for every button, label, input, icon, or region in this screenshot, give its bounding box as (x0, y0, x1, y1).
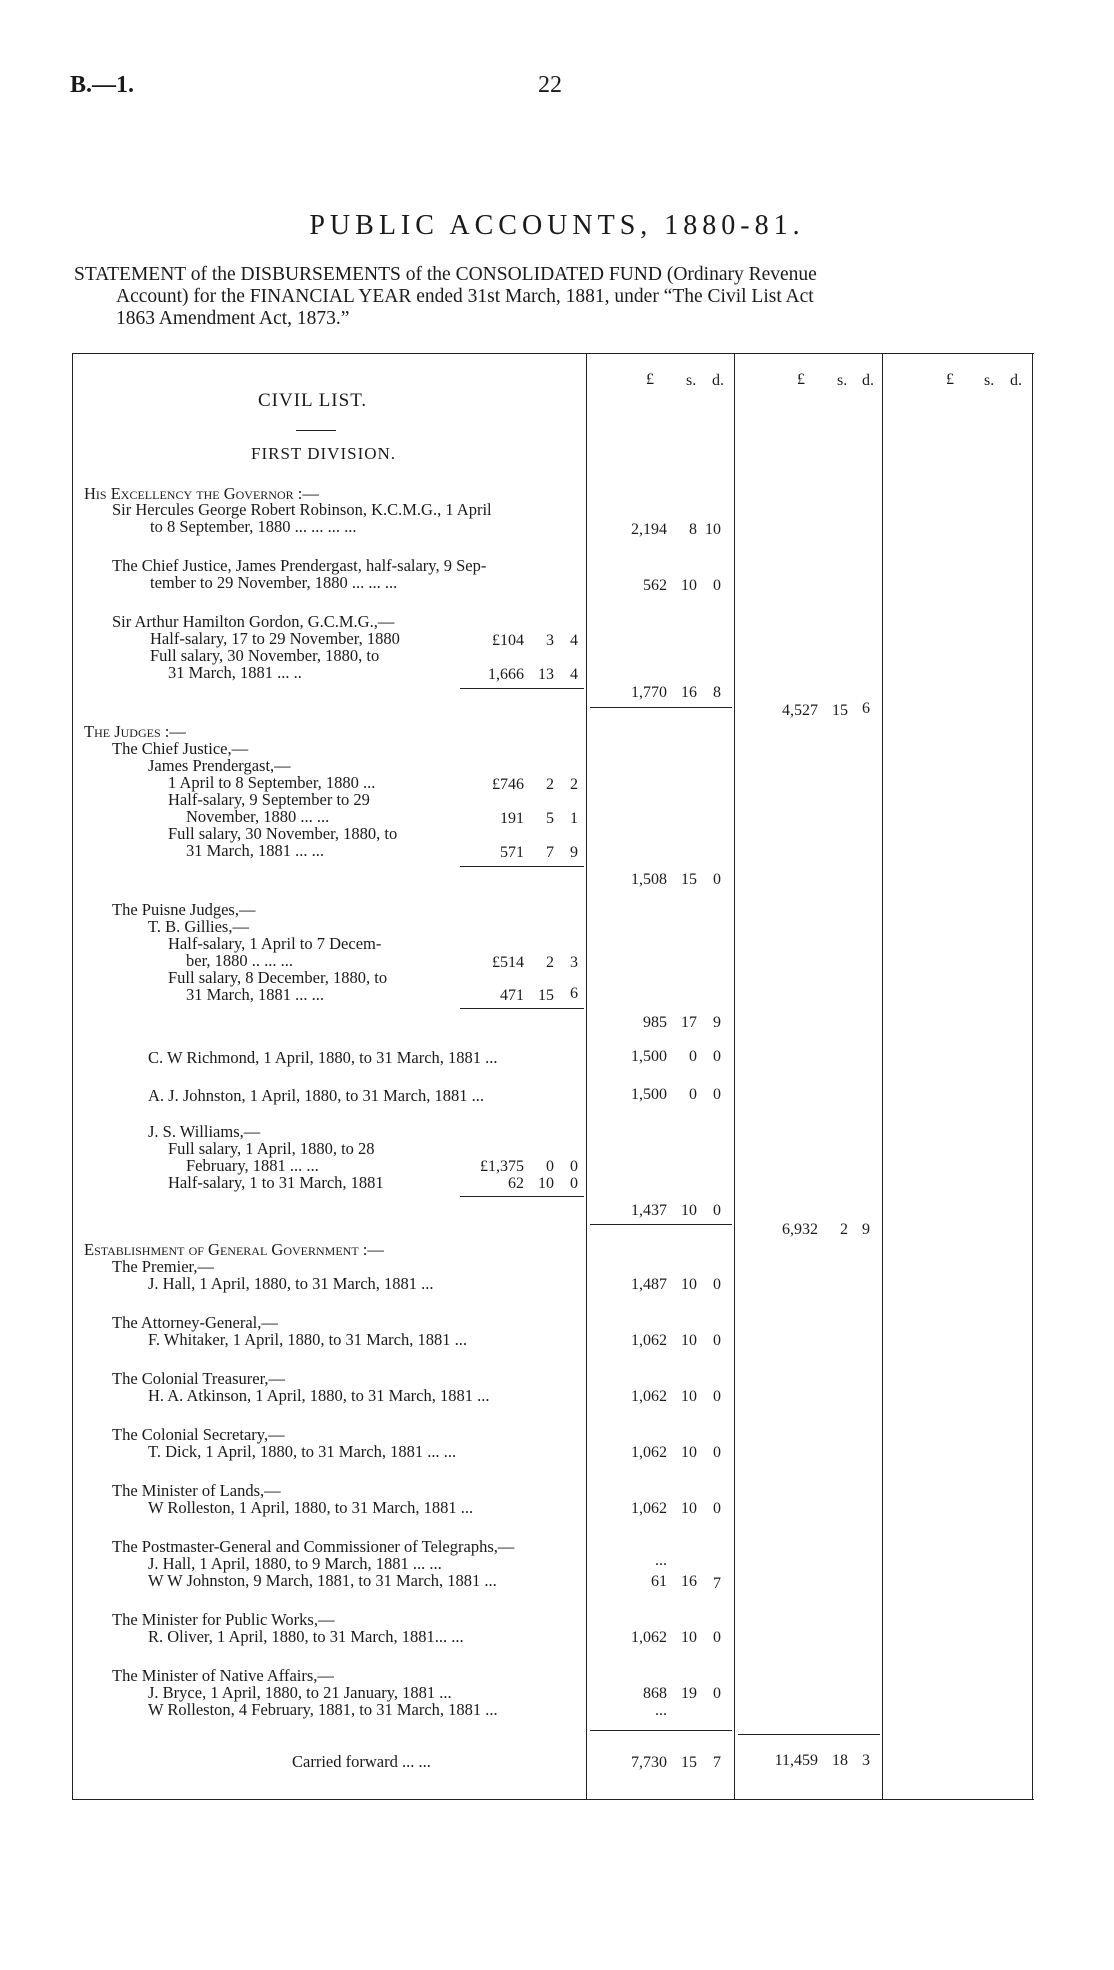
pence-symbol: d. (1010, 372, 1022, 389)
amount-shillings: 19 (681, 1685, 697, 1702)
column-divider-1 (586, 353, 587, 1800)
amount-pounds: ... (655, 1702, 667, 1719)
title-underline (296, 430, 336, 431)
carried-amount-shillings: 15 (681, 1754, 697, 1771)
premier-entry: J. Hall, 1 April, 1880, to 31 March, 1881 ... (148, 1274, 434, 1293)
amount-pence: 9 (713, 1014, 721, 1031)
amount-pounds: ... (655, 1552, 667, 1569)
cj-line-2: Half-salary, 9 September to 29 (168, 790, 370, 809)
sum-rule (460, 1196, 584, 1197)
postmaster-entry-2: W W Johnston, 9 March, 1881, to 31 March, 1881 ... (148, 1571, 497, 1590)
cj-line-4: Full salary, 30 November, 1880, to (168, 824, 398, 843)
colonial-secretary-entry: T. Dick, 1 April, 1880, to 31 March, 1881 ... ... (148, 1442, 457, 1461)
gordon-line-4: 31 March, 1881 ... .. (168, 663, 302, 682)
gordon-line-2: Half-salary, 17 to 29 November, 1880 (150, 629, 400, 648)
sub-amount-shillings: 15 (538, 987, 554, 1004)
sum-rule (460, 1008, 584, 1009)
sub-amount-shillings: 5 (546, 810, 554, 827)
richmond-entry: C. W Richmond, 1 April, 1880, to 31 March, 1881 ... (148, 1048, 498, 1067)
amount-pence: 0 (713, 1685, 721, 1702)
shillings-symbol: s. (984, 372, 995, 389)
native-affairs-entry-1: J. Bryce, 1 April, 1880, to 21 January, 1881 ... (148, 1683, 452, 1702)
amount-pounds: 1,508 (631, 871, 667, 888)
sub-amount-shillings: 3 (546, 632, 554, 649)
amount-shillings: 10 (681, 1202, 697, 1219)
amount-shillings: 8 (689, 521, 697, 538)
cj-line-5: 31 March, 1881 ... ... (186, 841, 324, 860)
amount-shillings: 10 (681, 1444, 697, 1461)
amount-shillings: 10 (681, 1276, 697, 1293)
native-affairs-entry-2: W Rolleston, 4 February, 1881, to 31 March, 1881 ... (148, 1700, 498, 1719)
sub-amount-pounds: 1,666 (488, 666, 524, 683)
amount-shillings: 10 (681, 577, 697, 594)
sum-rule (590, 1224, 732, 1225)
sub-amount-shillings: 0 (546, 1158, 554, 1175)
shillings-symbol: s. (837, 372, 848, 389)
gordon-heading: Sir Arthur Hamilton Gordon, G.C.M.G.,— (112, 612, 395, 631)
sub-amount-pence: 2 (570, 776, 578, 793)
document-code: B.—1. (70, 72, 135, 98)
total-shillings: 15 (832, 702, 848, 719)
colonial-treasurer-entry: H. A. Atkinson, 1 April, 1880, to 31 March, 1881 ... (148, 1386, 490, 1405)
amount-pence: 0 (713, 1048, 721, 1065)
column-divider-3 (882, 353, 883, 1800)
amount-pounds: 1,770 (631, 684, 667, 701)
carried-forward-label: Carried forward ... ... (292, 1752, 431, 1771)
amount-pence: 0 (713, 1086, 721, 1103)
cj-name: James Prendergast,— (148, 756, 291, 775)
pj-heading: The Puisne Judges,— (112, 900, 256, 919)
governor-heading: His Excellency the Governor :— (84, 484, 319, 503)
sub-amount-pence: 0 (570, 1175, 578, 1192)
sum-rule (460, 688, 584, 689)
table-right-border (1032, 353, 1033, 1800)
page-number: 22 (538, 72, 562, 98)
amount-shillings: 16 (681, 684, 697, 701)
carried-amount-pounds: 7,730 (631, 1754, 667, 1771)
attorney-general-entry: F. Whitaker, 1 April, 1880, to 31 March, 1881 ... (148, 1330, 467, 1349)
amount-shillings: 10 (681, 1500, 697, 1517)
amount-pence: 0 (713, 1444, 721, 1461)
establishment-heading: Establishment of General Government :— (84, 1240, 384, 1259)
amount-shillings: 0 (689, 1086, 697, 1103)
amount-pounds: 1,062 (631, 1444, 667, 1461)
amount-pounds: 985 (643, 1014, 667, 1031)
cj-heading: The Chief Justice,— (112, 739, 249, 758)
colonial-treasurer-heading: The Colonial Treasurer,— (112, 1369, 286, 1388)
sub-amount-shillings: 7 (546, 844, 554, 861)
amount-shillings: 15 (681, 871, 697, 888)
page-title: PUBLIC ACCOUNTS, 1880-81. (309, 210, 805, 241)
sum-rule (590, 1730, 732, 1731)
sub-amount-pounds: £104 (492, 632, 524, 649)
total-pounds: 6,932 (782, 1221, 818, 1238)
amount-pounds: 61 (651, 1573, 667, 1590)
total-pounds: 4,527 (782, 702, 818, 719)
amount-shillings: 10 (681, 1388, 697, 1405)
colonial-secretary-heading: The Colonial Secretary,— (112, 1425, 285, 1444)
amount-pounds: 1,500 (631, 1048, 667, 1065)
carried-total-pence: 3 (862, 1752, 870, 1769)
sub-amount-pounds: £514 (492, 954, 524, 971)
amount-shillings: 17 (681, 1014, 697, 1031)
intro-line-3: 1863 Amendment Act, 1873.” (116, 308, 350, 329)
johnston-entry: A. J. Johnston, 1 April, 1880, to 31 March, 1881 ... (148, 1086, 484, 1105)
cj-governor-line-1: The Chief Justice, James Prendergast, half-salary, 9 Sep- (112, 556, 487, 575)
column-divider-2 (734, 353, 735, 1800)
pounds-symbol: £ (946, 371, 954, 388)
amount-shillings: 10 (681, 1629, 697, 1646)
pounds-symbol: £ (797, 371, 805, 388)
minister-lands-entry: W Rolleston, 1 April, 1880, to 31 March, 1881 ... (148, 1498, 474, 1517)
amount-pounds: 868 (643, 1685, 667, 1702)
amount-pounds: 1,487 (631, 1276, 667, 1293)
sub-amount-pounds: 191 (500, 810, 524, 827)
sub-amount-pounds: 62 (508, 1175, 524, 1192)
amount-shillings: 0 (689, 1048, 697, 1065)
pj-name: T. B. Gillies,— (148, 917, 249, 936)
amount-pence: 0 (713, 1388, 721, 1405)
table-bottom-rule (72, 1799, 1034, 1800)
public-works-heading: The Minister for Public Works,— (112, 1610, 335, 1629)
table-left-border (72, 353, 73, 1800)
amount-pounds: 1,062 (631, 1500, 667, 1517)
pounds-symbol: £ (646, 371, 654, 388)
attorney-general-heading: The Attorney-General,— (112, 1313, 278, 1332)
amount-pence: 0 (713, 1202, 721, 1219)
statement-intro (74, 264, 1036, 330)
postmaster-entry-1: J. Hall, 1 April, 1880, to 9 March, 1881 ... ... (148, 1554, 442, 1573)
carried-amount-pence: 7 (713, 1754, 721, 1771)
amount-pence: 0 (713, 577, 721, 594)
pj-line-3: Full salary, 8 December, 1880, to (168, 968, 388, 987)
sub-amount-pence: 4 (570, 632, 578, 649)
amount-pounds: 1,062 (631, 1332, 667, 1349)
sub-amount-pence: 6 (570, 985, 578, 1002)
sub-amount-shillings: 10 (538, 1175, 554, 1192)
pence-symbol: d. (862, 372, 874, 389)
minister-lands-heading: The Minister of Lands,— (112, 1481, 281, 1500)
sub-amount-pence: 3 (570, 954, 578, 971)
williams-line-3: Half-salary, 1 to 31 March, 1881 (168, 1173, 384, 1192)
carried-total-pounds: 11,459 (774, 1752, 818, 1769)
sub-amount-pence: 1 (570, 810, 578, 827)
amount-pence: 0 (713, 1276, 721, 1293)
total-pence: 9 (862, 1221, 870, 1238)
cj-governor-line-2: tember to 29 November, 1880 ... ... ... (150, 573, 398, 592)
amount-pounds: 2,194 (631, 521, 667, 538)
amount-pence: 8 (713, 684, 721, 701)
amount-pounds: 1,437 (631, 1202, 667, 1219)
sub-amount-pounds: 571 (500, 844, 524, 861)
pj-line-4: 31 March, 1881 ... ... (186, 985, 324, 1004)
total-pence: 6 (862, 700, 870, 717)
cj-line-3: November, 1880 ... ... (186, 807, 330, 826)
premier-heading: The Premier,— (112, 1257, 214, 1276)
pj-line-2: ber, 1880 .. ... ... (186, 951, 294, 970)
division-title: FIRST DIVISION. (251, 444, 397, 463)
amount-pounds: 1,500 (631, 1086, 667, 1103)
amount-pounds: 1,062 (631, 1629, 667, 1646)
judges-heading: The Judges :— (84, 722, 186, 741)
amount-shillings: 10 (681, 1332, 697, 1349)
public-works-entry: R. Oliver, 1 April, 1880, to 31 March, 1881... ... (148, 1627, 464, 1646)
sub-amount-pence: 4 (570, 666, 578, 683)
total-shillings: 2 (840, 1221, 848, 1238)
sum-rule (738, 1734, 880, 1735)
amount-pence: 7 (713, 1575, 721, 1592)
sum-rule (590, 707, 732, 708)
native-affairs-heading: The Minister of Native Affairs,— (112, 1666, 334, 1685)
sub-amount-shillings: 2 (546, 954, 554, 971)
sum-rule (460, 866, 584, 867)
amount-pence: 0 (713, 871, 721, 888)
table-top-rule (72, 353, 1034, 354)
gordon-line-3: Full salary, 30 November, 1880, to (150, 646, 380, 665)
sub-amount-shillings: 2 (546, 776, 554, 793)
governor-line-1: Sir Hercules George Robert Robinson, K.C.M.G., 1 April (112, 500, 492, 519)
postmaster-general-heading: The Postmaster-General and Commissioner of Telegraphs,— (112, 1537, 515, 1556)
sub-amount-shillings: 13 (538, 666, 554, 683)
cj-line-1: 1 April to 8 September, 1880 ... (168, 773, 376, 792)
amount-shillings: 16 (681, 1573, 697, 1590)
intro-line-1: STATEMENT of the DISBURSEMENTS of the CONSOLIDATED FUND (Ordinary Revenue (74, 264, 817, 285)
sub-amount-pounds: £1,375 (480, 1158, 524, 1175)
pj-line-1: Half-salary, 1 April to 7 Decem- (168, 934, 382, 953)
amount-pounds: 1,062 (631, 1388, 667, 1405)
intro-line-2: Account) for the FINANCIAL YEAR ended 31st March, 1881, under “The Civil List Act (116, 286, 814, 307)
amount-pence: 0 (713, 1500, 721, 1517)
sub-amount-pence: 0 (570, 1158, 578, 1175)
carried-total-shillings: 18 (832, 1752, 848, 1769)
sub-amount-pence: 9 (570, 844, 578, 861)
amount-pounds: 562 (643, 577, 667, 594)
civil-list-title: CIVIL LIST. (258, 390, 368, 411)
sub-amount-pounds: £746 (492, 776, 524, 793)
governor-line-2: to 8 September, 1880 ... ... ... ... (150, 517, 357, 536)
williams-heading: J. S. Williams,— (148, 1122, 261, 1141)
amount-pence: 10 (705, 521, 721, 538)
shillings-symbol: s. (686, 372, 697, 389)
williams-line-2: February, 1881 ... ... (186, 1156, 319, 1175)
amount-pence: 0 (713, 1629, 721, 1646)
amount-pence: 0 (713, 1332, 721, 1349)
sub-amount-pounds: 471 (500, 987, 524, 1004)
williams-line-1: Full salary, 1 April, 1880, to 28 (168, 1139, 375, 1158)
pence-symbol: d. (712, 372, 724, 389)
